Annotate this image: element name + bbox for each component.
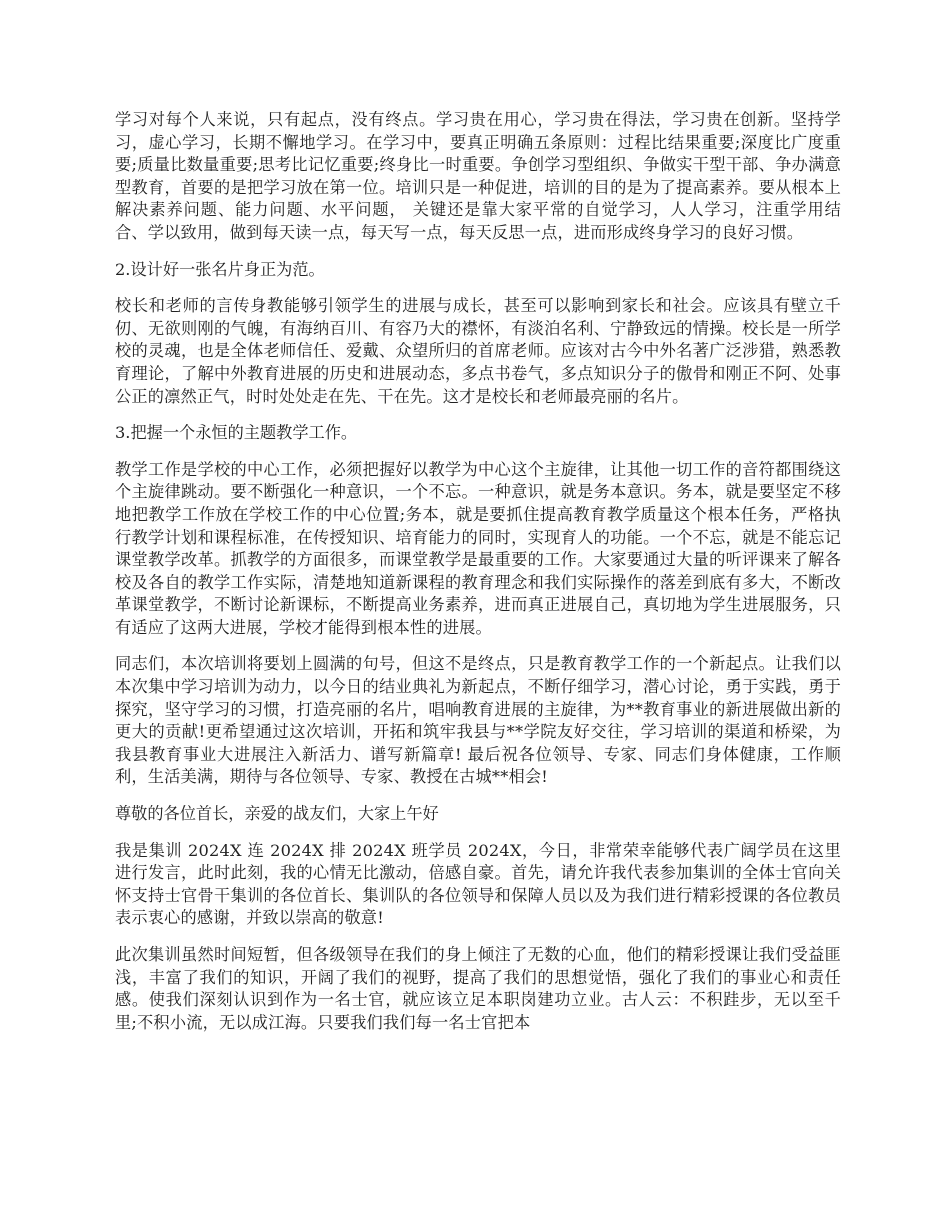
paragraph: 我是集训 2024X 连 2024X 排 2024X 班学员 2024X，今日，非常荣幸能够代表广阔学员在这里进行发言，此时此刻，我的心情无比激动，倍感自豪。首先，请允许我代表参加集训的全体士官向关怀支持士官骨干集训的各位首长、集训队的各位领导和保障人员以及为我们进行精彩授课的各位教员表示衷心的感谢，并致以崇高的敬意!: [115, 840, 841, 928]
section-heading: 3.把握一个永恒的主题教学工作。: [115, 423, 358, 443]
paragraph: 同志们，本次培训将要划上圆满的句号，但这不是终点，只是教育教学工作的一个新起点。让我们以本次集中学习培训为动力，以今日的结业典礼为新起点，不断仔细学习，潜心讨论，勇于实践，勇于探究，坚守学习的习惯，打造亮丽的名片，唱响教育进展的主旋律，为**教育事业的新进展做出新的更大的贡献!更希望通过这次培训，开拓和筑牢我县与**学院友好交往，学习培训的渠道和桥梁，为我县教育事业大进展注入新活力、谱写新篇章! 最后祝各位领导、专家、同志们身体健康，工作顺利，生活美满，期待与各位领导、专家、教授在古城**相会!: [115, 654, 841, 787]
paragraph: 校长和老师的言传身教能够引领学生的进展与成长，甚至可以影响到家长和社会。应该具有壁立千仞、无欲则刚的气魄，有海纳百川、有容乃大的襟怀，有淡泊名利、宁静致远的情操。校长是一所学校的灵魂，也是全体老师信任、爱戴、众望所归的首席老师。应该对古今中外名著广泛涉猎，熟悉教育理论，了解中外教育进展的历史和进展动态，多点书卷气，多点知识分子的傲骨和刚正不阿、处事公正的凛然正气，时时处处走在先、干在先。这才是校长和老师最亮丽的名片。: [115, 296, 841, 406]
paragraph: 教学工作是学校的中心工作，必须把握好以教学为中心这个主旋律，让其他一切工作的音符都围绕这个主旋律跳动。要不断强化一种意识，一个不忘。一种意识，就是务本意识。务本，就是要坚定不移地把教学工作放在学校工作的中心位置;务本，就是要抓住提高教育教学质量这个根本任务，严格执行教学计划和课程标准，在传授知识、培育能力的同时，实现育人的功能。一个不忘，就是不能忘记课堂教学改革。抓教学的方面很多，而课堂教学是最重要的工作。大家要通过大量的听评课来了解各校及各自的教学工作实际，清楚地知道新课程的教育理念和我们实际操作的落差到底有多大，不断改革课堂教学，不断讨论新课标，不断提高业务素养，进而真正进展自己，真切地为学生进展服务，只有适应了这两大进展，学校才能得到根本性的进展。: [115, 459, 841, 637]
paragraph: 此次集训虽然时间短暂，但各级领导在我们的身上倾注了无数的心血，他们的精彩授课让我们受益匪浅，丰富了我们的知识，开阔了我们的视野，提高了我们的思想觉悟，强化了我们的事业心和责任感。使我们深刻认识到作为一名士官，就应该立足本职岗建功立业。古人云：不积跬步，无以至千里;不积小流，无以成江海。只要我们我们每一名士官把本: [115, 945, 841, 1032]
document-body: [115, 109, 841, 1048]
section-heading: 2.设计好一张名片身正为范。: [115, 259, 325, 279]
paragraph: 学习对每个人来说，只有起点，没有终点。学习贵在用心，学习贵在得法，学习贵在创新。坚持学习，虚心学习，长期不懈地学习。在学习中，要真正明确五条原则：过程比结果重要;深度比广度重要;质量比数量重要;思考比记忆重要;终身比一时重要。争创学习型组织、争做实干型干部、争办满意型教育，首要的是把学习放在第一位。培训只是一种促进，培训的目的是为了提高素养。要从根本上解决素养问题、能力问题、水平问题， 关键还是靠大家平常的自觉学习，人人学习，注重学用结合、学以致用，做到每天读一点，每天写一点，每天反思一点，进而形成终身学习的良好习惯。: [115, 110, 841, 242]
salutation: 尊敬的各位首长，亲爱的战友们，大家上午好: [115, 804, 439, 824]
